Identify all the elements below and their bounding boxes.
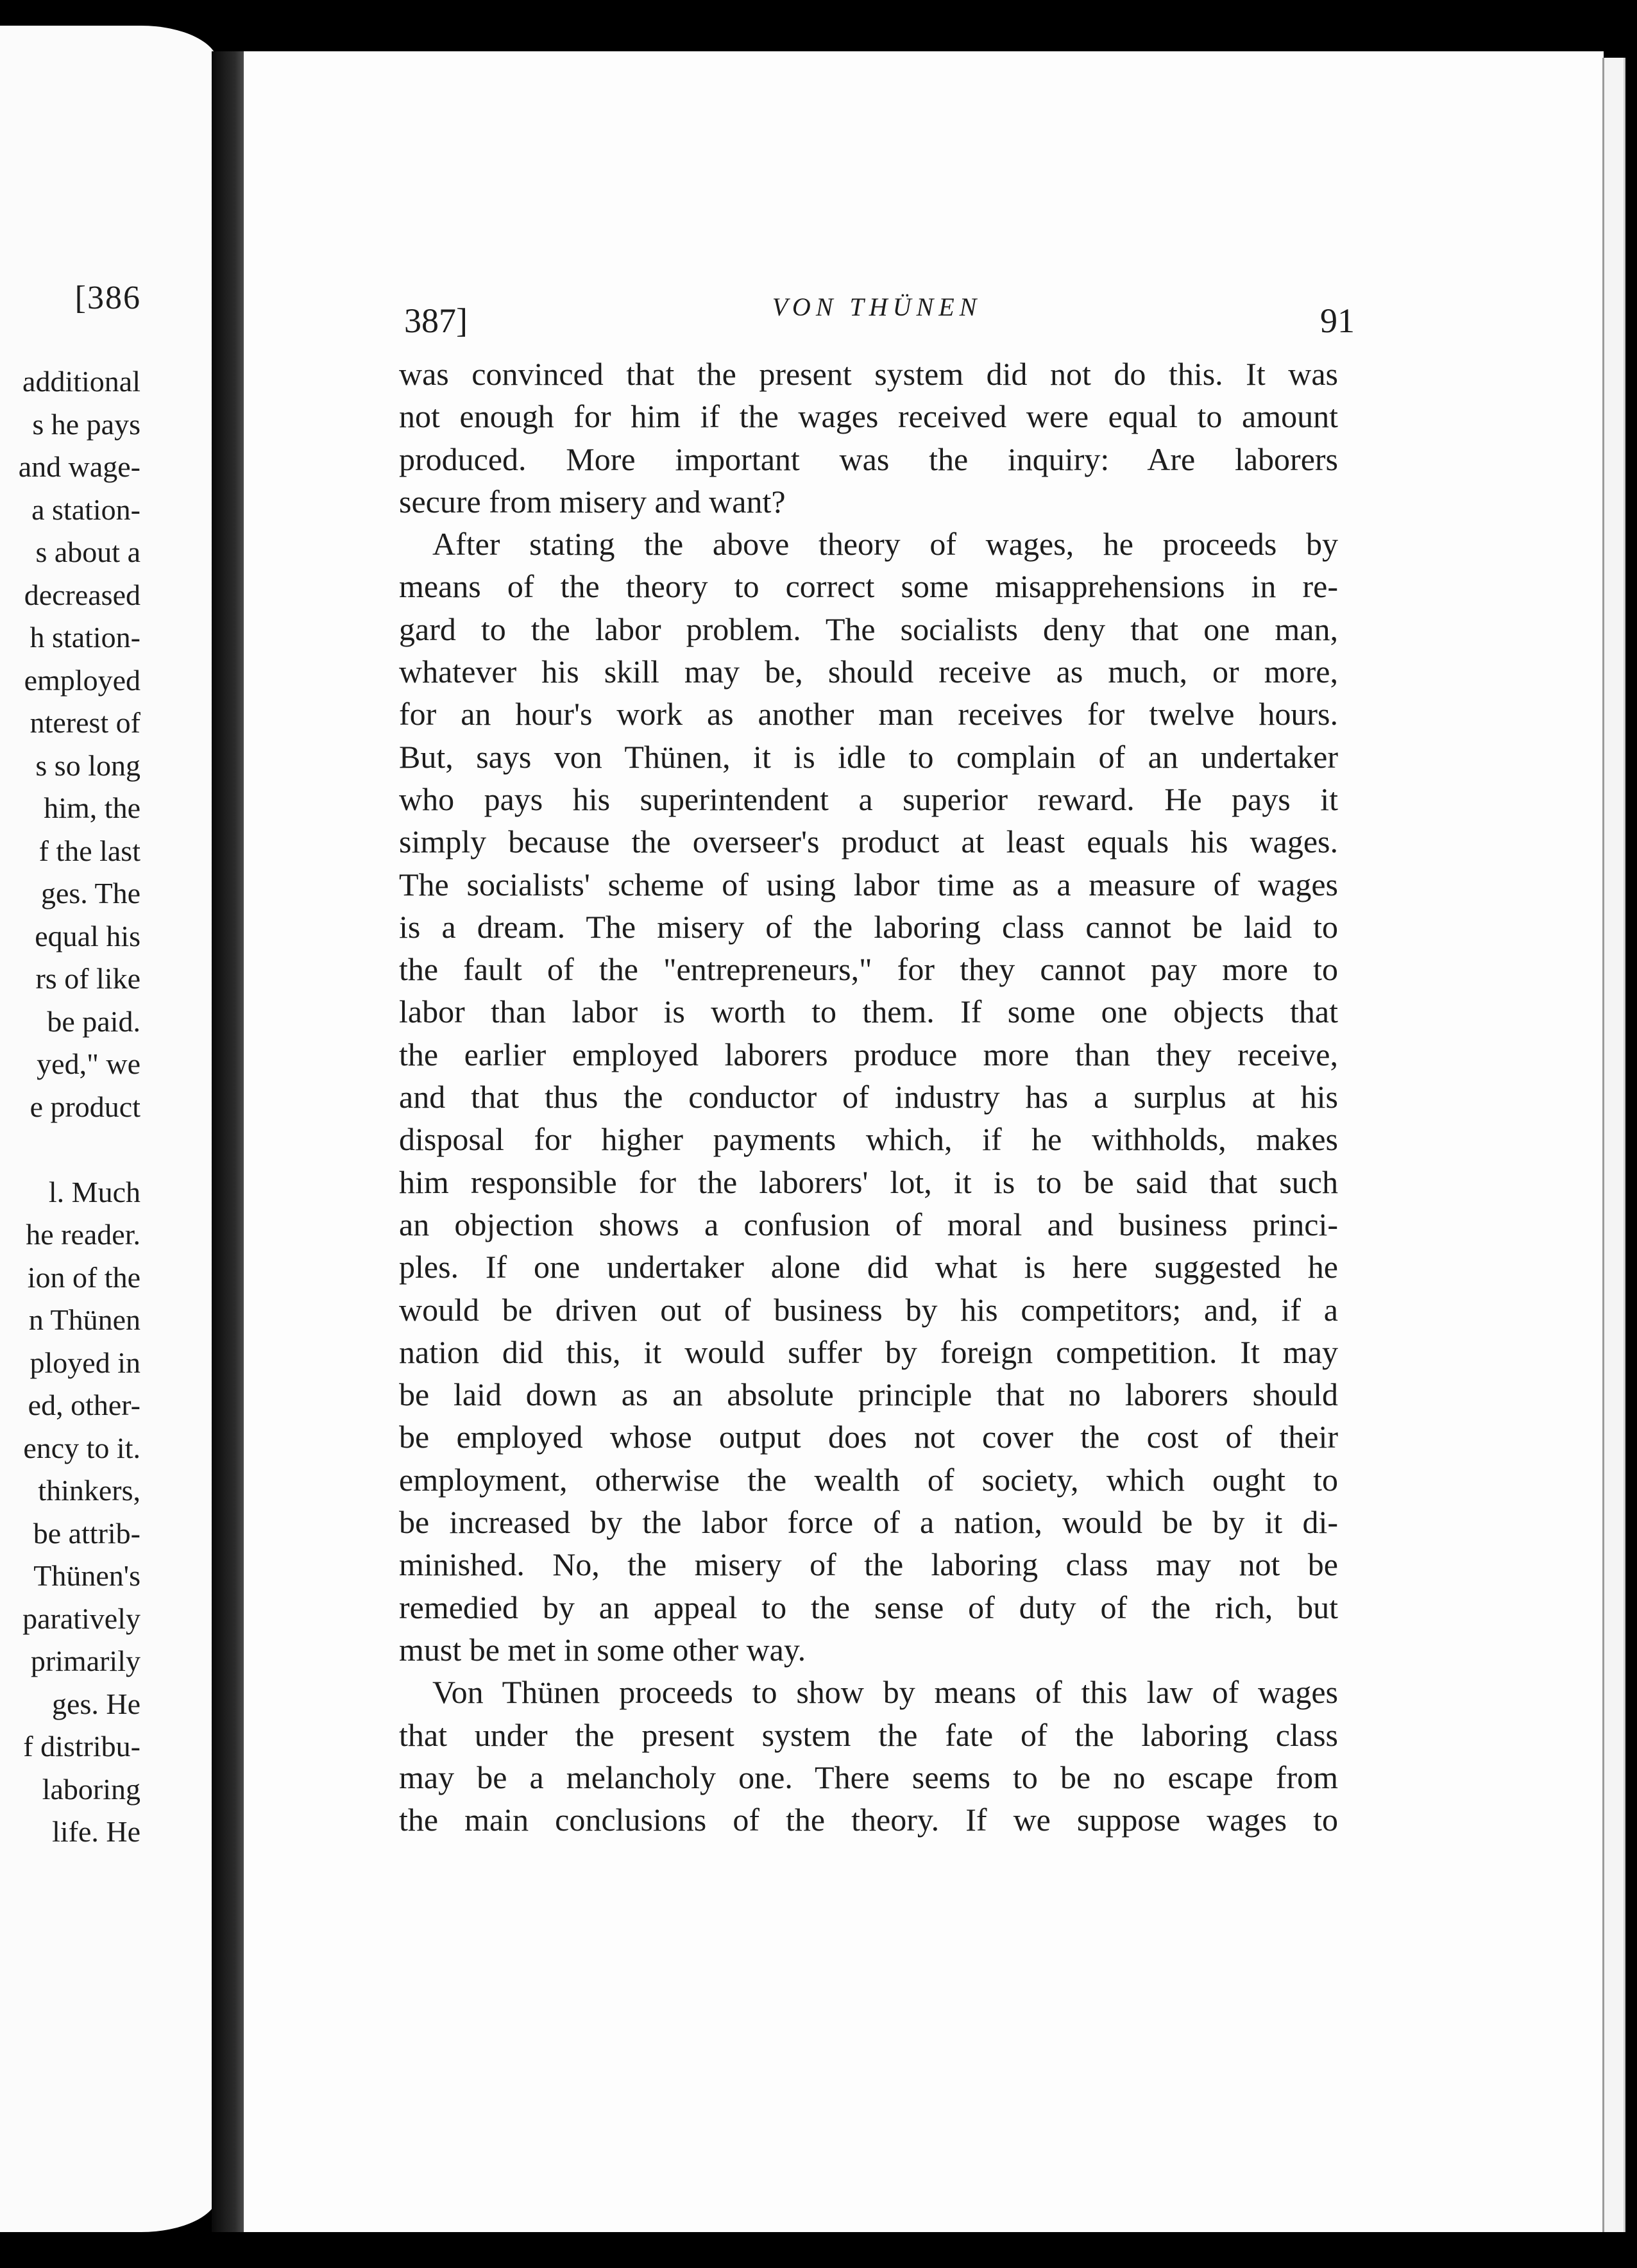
text-line: thinkers, (38, 1474, 140, 1507)
text-line: not enough for him if the wages received were equal to amount (399, 398, 1338, 435)
text-line: an objection shows a confusion of moral and business princi- (399, 1206, 1338, 1242)
text-line: h station- (30, 621, 140, 654)
text-line: s he pays (32, 407, 140, 441)
text-line: be paid. (47, 1004, 140, 1038)
text-line: primarily (30, 1645, 140, 1677)
page-body (399, 353, 1338, 1841)
text-line: him responsible for the laborers' lot, it is to be said that such (399, 1164, 1338, 1200)
text-line: labor than labor is worth to them. If some one objects that (399, 994, 1338, 1030)
page-edge (1602, 58, 1625, 2232)
text-line: rs of like (35, 962, 140, 995)
text-line: nation did this, it would suffer by foreign competition. It may (399, 1333, 1338, 1370)
text-line: ency to it. (23, 1431, 140, 1464)
text-line: produced. More important was the inquiry: Are laborers (399, 441, 1338, 477)
text-line: f the last (38, 834, 140, 867)
text-line: ples. If one undertaker alone did what is here suggested he (399, 1249, 1338, 1285)
text-line: decreased (24, 578, 140, 611)
text-line: Thünen's (33, 1559, 140, 1592)
section-number: 387] (404, 301, 468, 340)
text-line: n Thünen (28, 1303, 140, 1336)
text-line: be laid down as an absolute principle that no laborers should (399, 1376, 1338, 1413)
text-line: But, says von Thünen, it is idle to complain of an undertaker (399, 738, 1338, 775)
text-line: s so long (35, 749, 140, 782)
text-line: he reader. (26, 1218, 140, 1251)
text-line: ion of the (27, 1260, 140, 1294)
text-line: and wage- (18, 450, 140, 483)
text-line: l. Much (48, 1175, 140, 1208)
text-line: the main conclusions of the theory. If we suppose wages to (399, 1802, 1338, 1838)
text-line: minished. No, the misery of the laboring class may not be (399, 1546, 1338, 1583)
text-line: employment, otherwise the wealth of society, which ought to (399, 1461, 1338, 1498)
text-line: ges. He (52, 1687, 140, 1720)
text-line: nterest of (30, 706, 140, 739)
text-line: laboring (42, 1772, 140, 1806)
text-line: may be a melancholy one. There seems to be no escape from (399, 1759, 1338, 1795)
previous-page (0, 26, 218, 2232)
blank-line (0, 1128, 140, 1171)
text-line: remedied by an appeal to the sense of duty of the rich, but (399, 1589, 1338, 1625)
text-line: ployed in (30, 1346, 140, 1379)
page-header (399, 292, 1355, 340)
text-line: the fault of the "entrepreneurs," for they cannot pay more to (399, 951, 1338, 988)
text-line: life. He (52, 1815, 140, 1848)
text-line: f distribu- (23, 1730, 140, 1763)
text-line: ges. The (40, 877, 140, 910)
previous-page-text (0, 360, 140, 1854)
previous-page-number: [386 (74, 280, 141, 316)
text-line: e product (30, 1090, 140, 1123)
text-line: employed (24, 663, 140, 697)
text-line: be employed whose output does not cover the cost of their (399, 1419, 1338, 1455)
running-title: VON THÜNEN (772, 292, 982, 321)
text-line: disposal for higher payments which, if he withholds, makes (399, 1121, 1338, 1158)
text-line: must be met in some other way. (399, 1631, 806, 1668)
text-line: s about a (35, 536, 140, 568)
text-line: for an hour's work as another man receives for twelve hours. (399, 696, 1338, 732)
text-line: After stating the above theory of wages, he proceeds by (432, 526, 1338, 563)
text-line: The socialists' scheme of using labor time as a measure of wages (399, 866, 1338, 902)
text-line: equal his (35, 919, 140, 952)
text-line: paratively (22, 1602, 140, 1635)
text-line: be increased by the labor force of a nation, would be by it di- (399, 1504, 1338, 1541)
text-line: who pays his superintendent a superior reward. He pays it (399, 781, 1338, 817)
text-line: a station- (31, 493, 140, 526)
text-line: ed, other- (28, 1389, 140, 1421)
text-line: him, the (44, 791, 140, 824)
text-line: additional (22, 365, 140, 398)
page-number: 91 (1320, 301, 1355, 340)
text-line: secure from misery and want? (399, 483, 786, 520)
text-line: and that thus the conductor of industry has a surplus at his (399, 1079, 1338, 1115)
text-line: Von Thünen proceeds to show by means of this law of wages (432, 1674, 1338, 1711)
text-line: was convinced that the present system did not do this. It was (399, 356, 1338, 392)
text-line: the earlier employed laborers produce more than they receive, (399, 1036, 1338, 1072)
text-line: be attrib- (33, 1516, 140, 1550)
text-line: whatever his skill may be, should receive as much, or more, (399, 654, 1338, 690)
text-line: that under the present system the fate of the laboring class (399, 1716, 1338, 1753)
text-line: means of the theory to correct some misapprehensions in re- (399, 568, 1338, 605)
text-line: yed," we (37, 1047, 140, 1080)
text-line: simply because the overseer's product at least equals his wages. (399, 824, 1338, 860)
text-line: gard to the labor problem. The socialists deny that one man, (399, 611, 1338, 647)
text-line: is a dream. The misery of the laboring class cannot be laid to (399, 908, 1338, 945)
text-line: would be driven out of business by his competitors; and, if a (399, 1291, 1338, 1328)
